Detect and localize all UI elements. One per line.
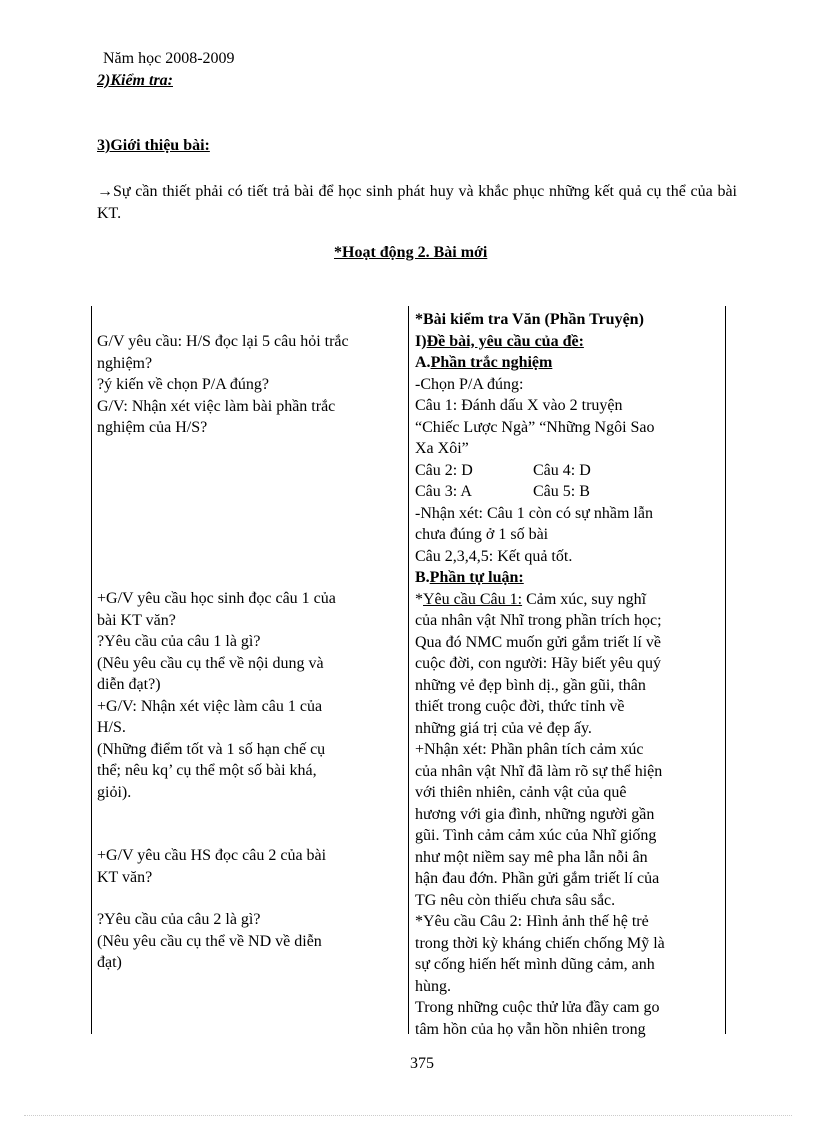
yc1-label: Yêu cầu Câu 1: — [423, 590, 523, 608]
right-line: cuộc đời, con người: Hãy biết yêu quý — [415, 655, 661, 672]
section-tu-luan — [415, 567, 715, 589]
left-block-2 — [97, 588, 397, 803]
right-line: của nhân vật Nhĩ trong phần trích học; — [415, 612, 662, 629]
left-line: bài KT văn? — [97, 611, 176, 629]
left-line: (Nêu yêu cầu cụ thể về nội dung và — [97, 654, 324, 672]
trac-nghiem-review — [415, 503, 715, 568]
right-line: -Chọn P/A đúng: — [415, 375, 524, 393]
left-line: G/V: Nhận xét việc làm bài phần trắc — [97, 397, 336, 415]
right-line: Xa Xôi” — [415, 440, 469, 457]
right-line: TG nêu còn thiếu chưa sâu sắc. — [415, 891, 616, 909]
right-line: Trong những cuộc thử lửa đầy cam go — [415, 999, 660, 1016]
left-line: G/V yêu cầu: H/S đọc lại 5 câu hỏi trắc — [97, 333, 349, 350]
activity-heading: *Hoạt động 2. Bài mới — [334, 244, 488, 261]
left-block-4 — [97, 909, 397, 974]
right-line: Câu 2,3,4,5: Kết quả tốt. — [415, 547, 573, 565]
right-line: hương với gia đình, những người gần — [415, 805, 655, 823]
left-line: +G/V: Nhận xét việc làm câu 1 của — [97, 697, 323, 715]
answer-row-2 — [415, 481, 715, 503]
right-line: *Yêu cầu Câu 2: Hình ảnh thế hệ trẻ — [415, 913, 649, 930]
right-line: +Nhận xét: Phần phân tích cảm xúc — [415, 741, 644, 758]
right-line: hận đau đớn. Phần gửi gắm triết lí của — [415, 870, 660, 887]
yc1-star: * — [415, 590, 423, 608]
answer-q3: Câu 3: A — [415, 483, 472, 500]
left-line: H/S. — [97, 719, 126, 736]
yeu-cau-cau-1 — [415, 589, 715, 611]
trac-nghiem-lines — [415, 374, 715, 460]
right-line: của nhân vật Nhĩ đã làm rõ sự thể hiện — [415, 762, 663, 780]
right-line: Câu 1: Đánh dấu X vào 2 truyện — [415, 397, 623, 414]
section-de-bai — [415, 331, 715, 353]
left-block-1 — [97, 331, 397, 439]
right-line: những giá trị của vẻ đẹp ấy. — [415, 719, 592, 737]
right-line: chưa đúng ở 1 số bài — [415, 526, 549, 543]
right-line: gũi. Tình cảm cảm xúc của Nhĩ giống — [415, 827, 657, 844]
left-line: đạt) — [97, 954, 122, 971]
section-b-prefix: B. — [415, 569, 430, 586]
left-line: nghiệm của H/S? — [97, 419, 208, 436]
left-line: giỏi). — [97, 783, 132, 801]
right-line: -Nhận xét: Câu 1 còn có sự nhầm lẫn — [415, 504, 653, 522]
left-line: diễn đạt?) — [97, 676, 161, 693]
right-line: “Chiếc Lược Ngà” “Những Ngôi Sao — [415, 418, 655, 436]
intro-paragraph: →Sự cần thiết phải có tiết trả bài để học sinh phát huy và khắc phục những kết quả cụ thể của bài KT. — [97, 183, 737, 222]
left-line: (Những điểm tốt và 1 số hạn chế cụ — [97, 740, 326, 758]
right-line: tâm hồn của họ vẫn hồn nhiên trong — [415, 1020, 646, 1038]
answer-q5: Câu 5: B — [533, 483, 590, 500]
section-gioi-thieu: 3)Giới thiệu bài: — [97, 137, 210, 154]
content-column — [415, 309, 715, 1040]
yc1-first: Cảm xúc, suy nghĩ — [522, 590, 647, 608]
section-de-bai-label: Đề bài, yêu cầu của đề: — [426, 332, 584, 350]
table-border-left — [91, 306, 92, 1034]
left-line: ?Yêu cầu của câu 1 là gì? — [97, 633, 261, 650]
answer-row-1 — [415, 460, 715, 482]
left-line: (Nêu yêu cầu cụ thể về ND về diễn — [97, 932, 322, 950]
page-number: 375 — [410, 1055, 434, 1072]
right-line: trong thời kỳ kháng chiến chống Mỹ là — [415, 934, 665, 952]
left-line: +G/V yêu cầu học sinh đọc câu 1 của — [97, 590, 336, 607]
right-line: những vẻ đẹp bình dị., gần gũi, thân — [415, 676, 646, 694]
answer-q4: Câu 4: D — [533, 461, 591, 479]
table-border-right — [725, 306, 726, 1034]
tu-luan-lines — [415, 610, 715, 1040]
section-a-label: Phần trắc nghiệm — [430, 354, 553, 371]
left-block-3 — [97, 845, 397, 888]
right-line: sự cống hiến hết mình dũng cảm, anh — [415, 956, 655, 973]
section-a-prefix: A. — [415, 354, 431, 371]
section-b-label: Phần tự luận: — [429, 569, 524, 586]
section-de-bai-prefix: I) — [415, 332, 427, 350]
school-year: Năm học 2008-2009 — [103, 50, 235, 67]
left-line: +G/V yêu cầu HS đọc câu 2 của bài — [97, 847, 327, 864]
left-line: ?ý kiến về chọn P/A đúng? — [97, 376, 269, 393]
right-line: Qua đó NMC muốn gửi gắm triết lí về — [415, 633, 661, 651]
left-line: nghiệm? — [97, 354, 153, 372]
right-line: thiết trong cuộc đời, thức tỉnh về — [415, 698, 625, 715]
right-line: hùng. — [415, 977, 451, 995]
right-line: như một niềm say mê pha lẫn nỗi ân — [415, 848, 648, 866]
section-kiem-tra: 2)Kiểm tra: — [97, 72, 173, 89]
left-line: thể; nêu kq’ cụ thể một số bài khá, — [97, 762, 317, 779]
page-bottom-dotted-line — [24, 1115, 792, 1116]
exam-title: *Bài kiểm tra Văn (Phần Truyện) — [415, 311, 644, 328]
left-line: ?Yêu cầu của câu 2 là gì? — [97, 911, 261, 928]
section-trac-nghiem — [415, 352, 715, 374]
table-border-middle — [408, 306, 409, 1034]
left-line: KT văn? — [97, 868, 153, 886]
right-line: với thiên nhiên, cảnh vật của quê — [415, 784, 627, 801]
answer-q2: Câu 2: D — [415, 461, 473, 479]
